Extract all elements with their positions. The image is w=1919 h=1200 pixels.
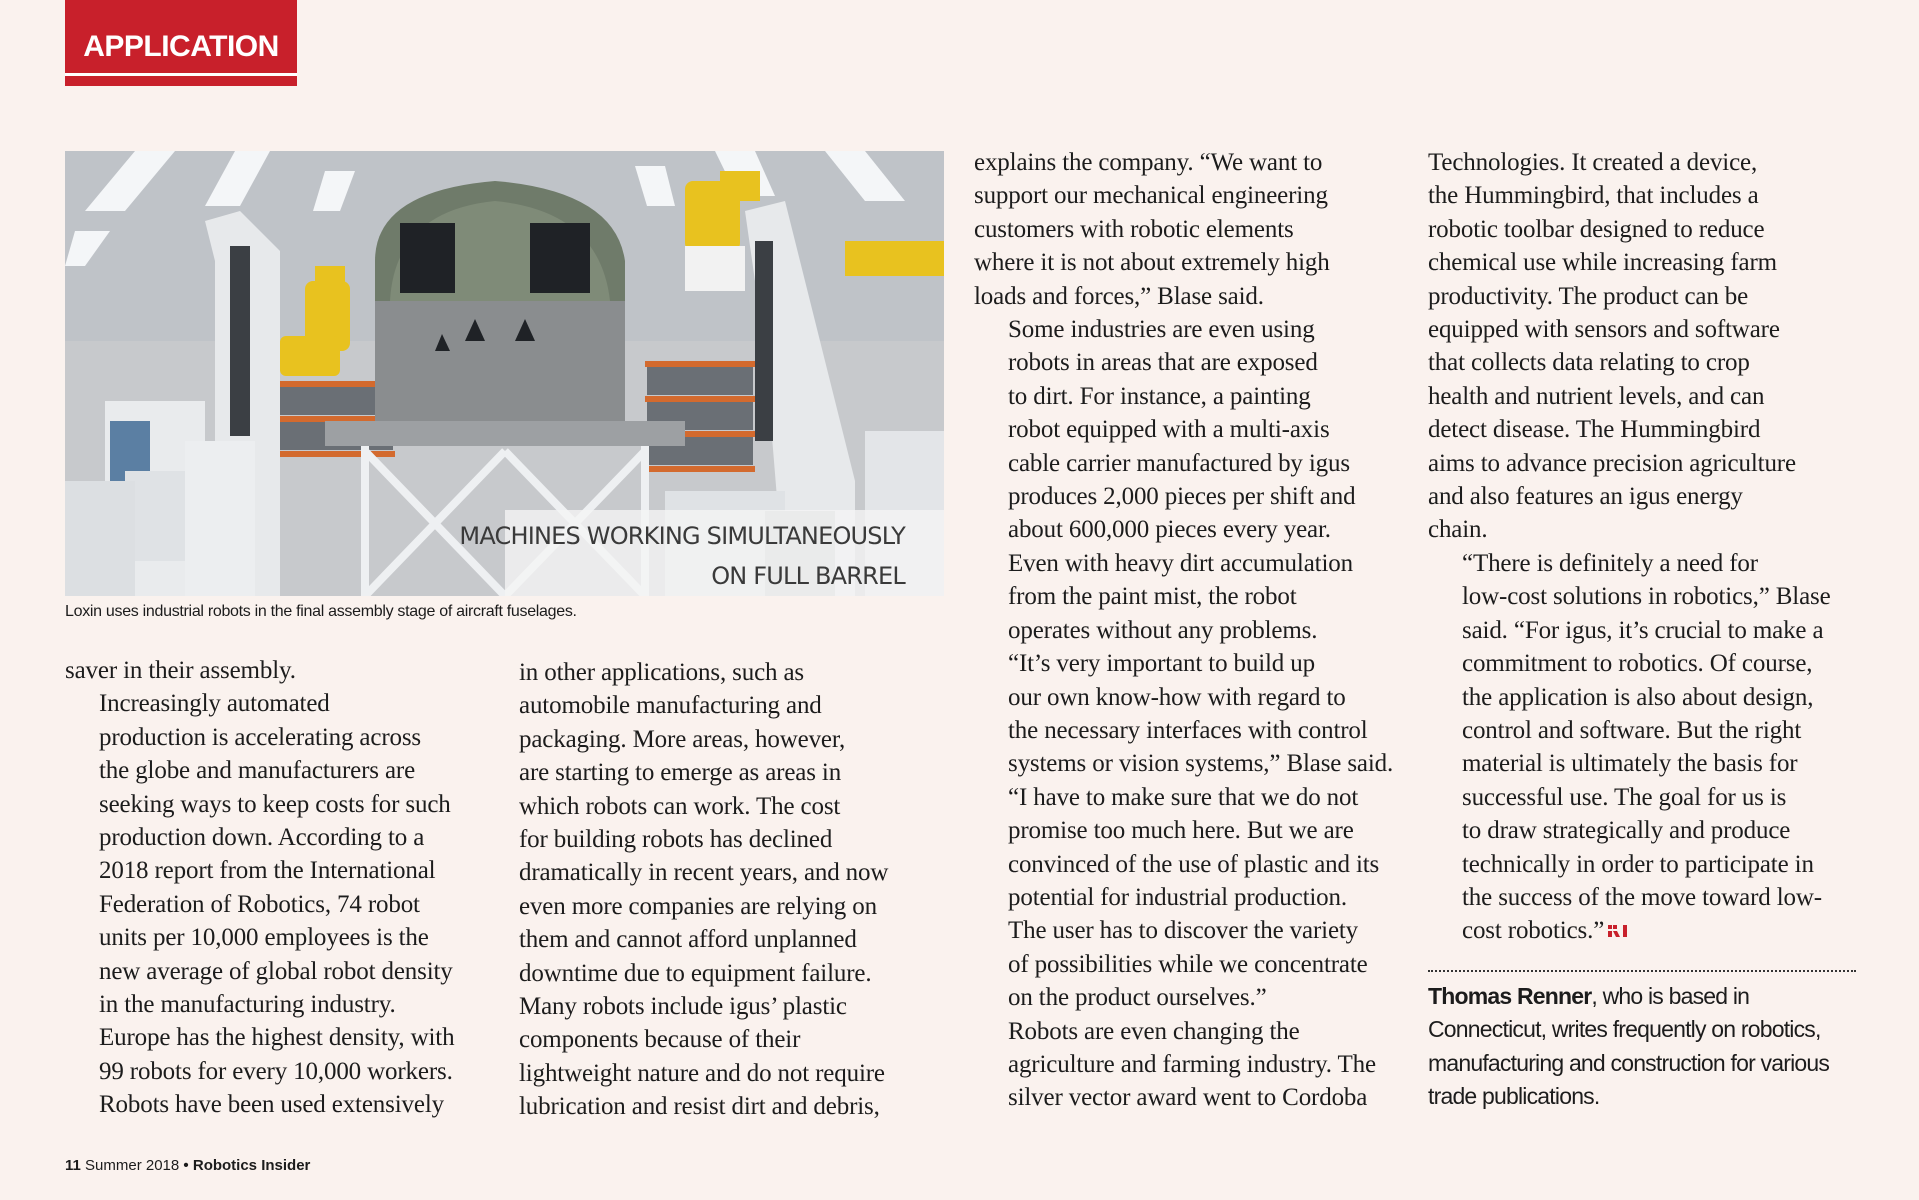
text-column-1 <box>65 654 505 1122</box>
text-line: “It’s very important to build up <box>1008 650 1315 678</box>
text-line: produces 2,000 pieces per shift and <box>1008 483 1356 511</box>
text-column-2 <box>519 656 959 1124</box>
text-line: Increasingly automated <box>99 690 330 718</box>
text-line <box>1428 980 1868 1013</box>
text-line: from the paint mist, the robot <box>1008 583 1297 611</box>
text-line: Europe has the highest density, with <box>99 1024 455 1052</box>
text-line: customers with robotic elements <box>974 215 1294 243</box>
text-line: “There is definitely a need for <box>1462 549 1758 577</box>
text-line: potential for industrial production. <box>1008 883 1347 911</box>
text-line: robotic toolbar designed to reduce <box>1428 215 1765 243</box>
text-line-final: cost robotics.” <box>1462 917 1605 945</box>
text-line <box>1428 914 1868 947</box>
text-line: Even with heavy dirt accumulation <box>1008 549 1353 577</box>
text-line: 2018 report from the International <box>99 857 436 885</box>
text-line: promise too much here. But we are <box>1008 817 1354 845</box>
publication-name: Robotics Insider <box>192 1157 311 1174</box>
section-tab-label: APPLICATION <box>83 30 279 63</box>
text-line: in the manufacturing industry. <box>99 991 396 1019</box>
section-tab <box>65 0 297 86</box>
text-line: successful use. The goal for us is <box>1462 783 1787 811</box>
text-line: units per 10,000 employees is the <box>99 924 429 952</box>
text-column-3 <box>974 146 1414 1115</box>
text-line: control and software. But the right <box>1462 716 1802 744</box>
text-line: low-cost solutions in robotics,” Blase <box>1462 583 1831 611</box>
text-line: Many robots include igus’ plastic <box>519 993 847 1021</box>
text-line: to draw strategically and produce <box>1462 817 1791 845</box>
text-line: cable carrier manufactured by igus <box>1008 449 1350 477</box>
paragraph <box>519 656 959 1124</box>
text-line: to dirt. For instance, a painting <box>1008 382 1311 410</box>
section-tab-rule <box>65 73 297 76</box>
paragraph <box>1428 547 1868 948</box>
text-line: saver in their assembly. <box>65 657 296 684</box>
text-line: “I have to make sure that we do not <box>1008 783 1359 811</box>
text-line: where it is not about extremely high <box>974 249 1330 277</box>
text-line: packaging. More areas, however, <box>519 725 846 753</box>
text-line: them and cannot afford unplanned <box>519 926 857 954</box>
text-line: production is accelerating across <box>99 723 422 751</box>
text-line: trade publications. <box>1428 1083 1600 1110</box>
text-line: new average of global robot density <box>99 957 453 985</box>
text-line: for building robots has declined <box>519 826 833 854</box>
text-line: the application is also about design, <box>1462 683 1814 711</box>
author-name: Thomas Renner <box>1428 983 1592 1009</box>
paragraph <box>974 647 1414 1014</box>
text-line: equipped with sensors and software <box>1428 316 1780 344</box>
paragraph <box>65 1088 505 1121</box>
text-line: of possibilities while we concentrate <box>1008 950 1368 978</box>
text-line: the necessary interfaces with control <box>1008 716 1368 744</box>
bio-text: , who is based in <box>1591 983 1750 1009</box>
text-line: robot equipped with a multi-axis <box>1008 416 1330 444</box>
hero-photo <box>65 151 944 596</box>
paragraph <box>65 687 505 1088</box>
text-line: technically in order to participate in <box>1462 850 1814 878</box>
text-line: loads and forces,” Blase said. <box>974 282 1264 310</box>
text-line: productivity. The product can be <box>1428 282 1749 310</box>
text-line: seeking ways to keep costs for such <box>99 790 451 818</box>
text-line: operates without any problems. <box>1008 616 1318 644</box>
text-line: robots in areas that are exposed <box>1008 349 1318 377</box>
text-line: dramatically in recent years, and now <box>519 859 889 887</box>
text-line: explains the company. “We want to <box>974 149 1323 176</box>
text-line: lubrication and resist dirt and debris, <box>519 1093 880 1121</box>
text-line: Federation of Robotics, 74 robot <box>99 890 420 918</box>
text-line: even more companies are relying on <box>519 892 877 920</box>
overlay-line-2: ON FULL BARREL <box>711 562 905 590</box>
text-line: convinced of the use of plastic and its <box>1008 850 1380 878</box>
paragraph <box>974 313 1414 647</box>
text-line: health and nutrient levels, and can <box>1428 382 1765 410</box>
text-line: Robots are even changing the <box>1008 1017 1300 1045</box>
text-line: the globe and manufacturers are <box>99 757 416 785</box>
text-line: on the product ourselves.” <box>1008 984 1267 1012</box>
footer-separator: • <box>183 1157 189 1174</box>
text-line: Some industries are even using <box>1008 316 1315 344</box>
text-line: support our mechanical engineering <box>974 182 1328 210</box>
text-line: and also features an igus energy <box>1428 483 1743 511</box>
paragraph <box>1428 146 1868 547</box>
text-line: Robots have been used extensively <box>99 1091 444 1119</box>
text-line: The user has to discover the variety <box>1008 917 1359 945</box>
paragraph <box>974 1015 1414 1115</box>
ri-logo-icon <box>1608 923 1630 939</box>
photo-caption: Loxin uses industrial robots in the final assembly stage of aircraft fuselages. <box>65 603 577 620</box>
text-line: agriculture and farming industry. The <box>1008 1050 1376 1078</box>
text-line: are starting to emerge as areas in <box>519 759 842 787</box>
text-line: components because of their <box>519 1026 801 1054</box>
text-line: detect disease. The Hummingbird <box>1428 416 1761 444</box>
text-line: in other applications, such as <box>519 659 805 686</box>
text-line: commitment to robotics. Of course, <box>1462 650 1813 678</box>
text-column-4 <box>1428 146 1868 948</box>
paragraph <box>974 146 1414 313</box>
text-line: manufacturing and construction for various <box>1428 1049 1830 1076</box>
photo-overlay <box>459 510 944 596</box>
text-line: material is ultimately the basis for <box>1462 750 1798 778</box>
text-line: said. “For igus, it’s crucial to make a <box>1462 616 1824 644</box>
text-line: lightweight nature and do not require <box>519 1059 885 1087</box>
text-line: that collects data relating to crop <box>1428 349 1750 377</box>
bio-divider <box>1428 970 1856 972</box>
issue-label: Summer 2018 <box>85 1157 180 1174</box>
text-line: Technologies. It created a device, <box>1428 149 1758 176</box>
text-line: chain. <box>1428 516 1488 544</box>
text-line: production down. According to a <box>99 824 425 852</box>
text-line: the success of the move toward low- <box>1462 883 1822 911</box>
text-line: silver vector award went to Cordoba <box>1008 1084 1368 1112</box>
text-line: downtime due to equipment failure. <box>519 959 872 987</box>
text-line: aims to advance precision agriculture <box>1428 449 1796 477</box>
text-line: Connecticut, writes frequently on robotics, <box>1428 1016 1821 1043</box>
text-line: chemical use while increasing farm <box>1428 249 1777 277</box>
text-line: the Hummingbird, that includes a <box>1428 182 1759 210</box>
overlay-line-1: MACHINES WORKING SIMULTANEOUSLY <box>459 522 905 550</box>
text-line: our own know-how with regard to <box>1008 683 1346 711</box>
page-number: 11 <box>65 1157 81 1174</box>
text-line: automobile manufacturing and <box>519 692 822 720</box>
page-footer <box>65 1157 310 1174</box>
author-bio <box>1428 980 1868 1114</box>
text-line: 99 robots for every 10,000 workers. <box>99 1057 453 1085</box>
text-line: systems or vision systems,” Blase said. <box>1008 750 1394 778</box>
paragraph <box>65 654 505 687</box>
text-line: which robots can work. The cost <box>519 792 841 820</box>
text-line: about 600,000 pieces every year. <box>1008 516 1331 544</box>
